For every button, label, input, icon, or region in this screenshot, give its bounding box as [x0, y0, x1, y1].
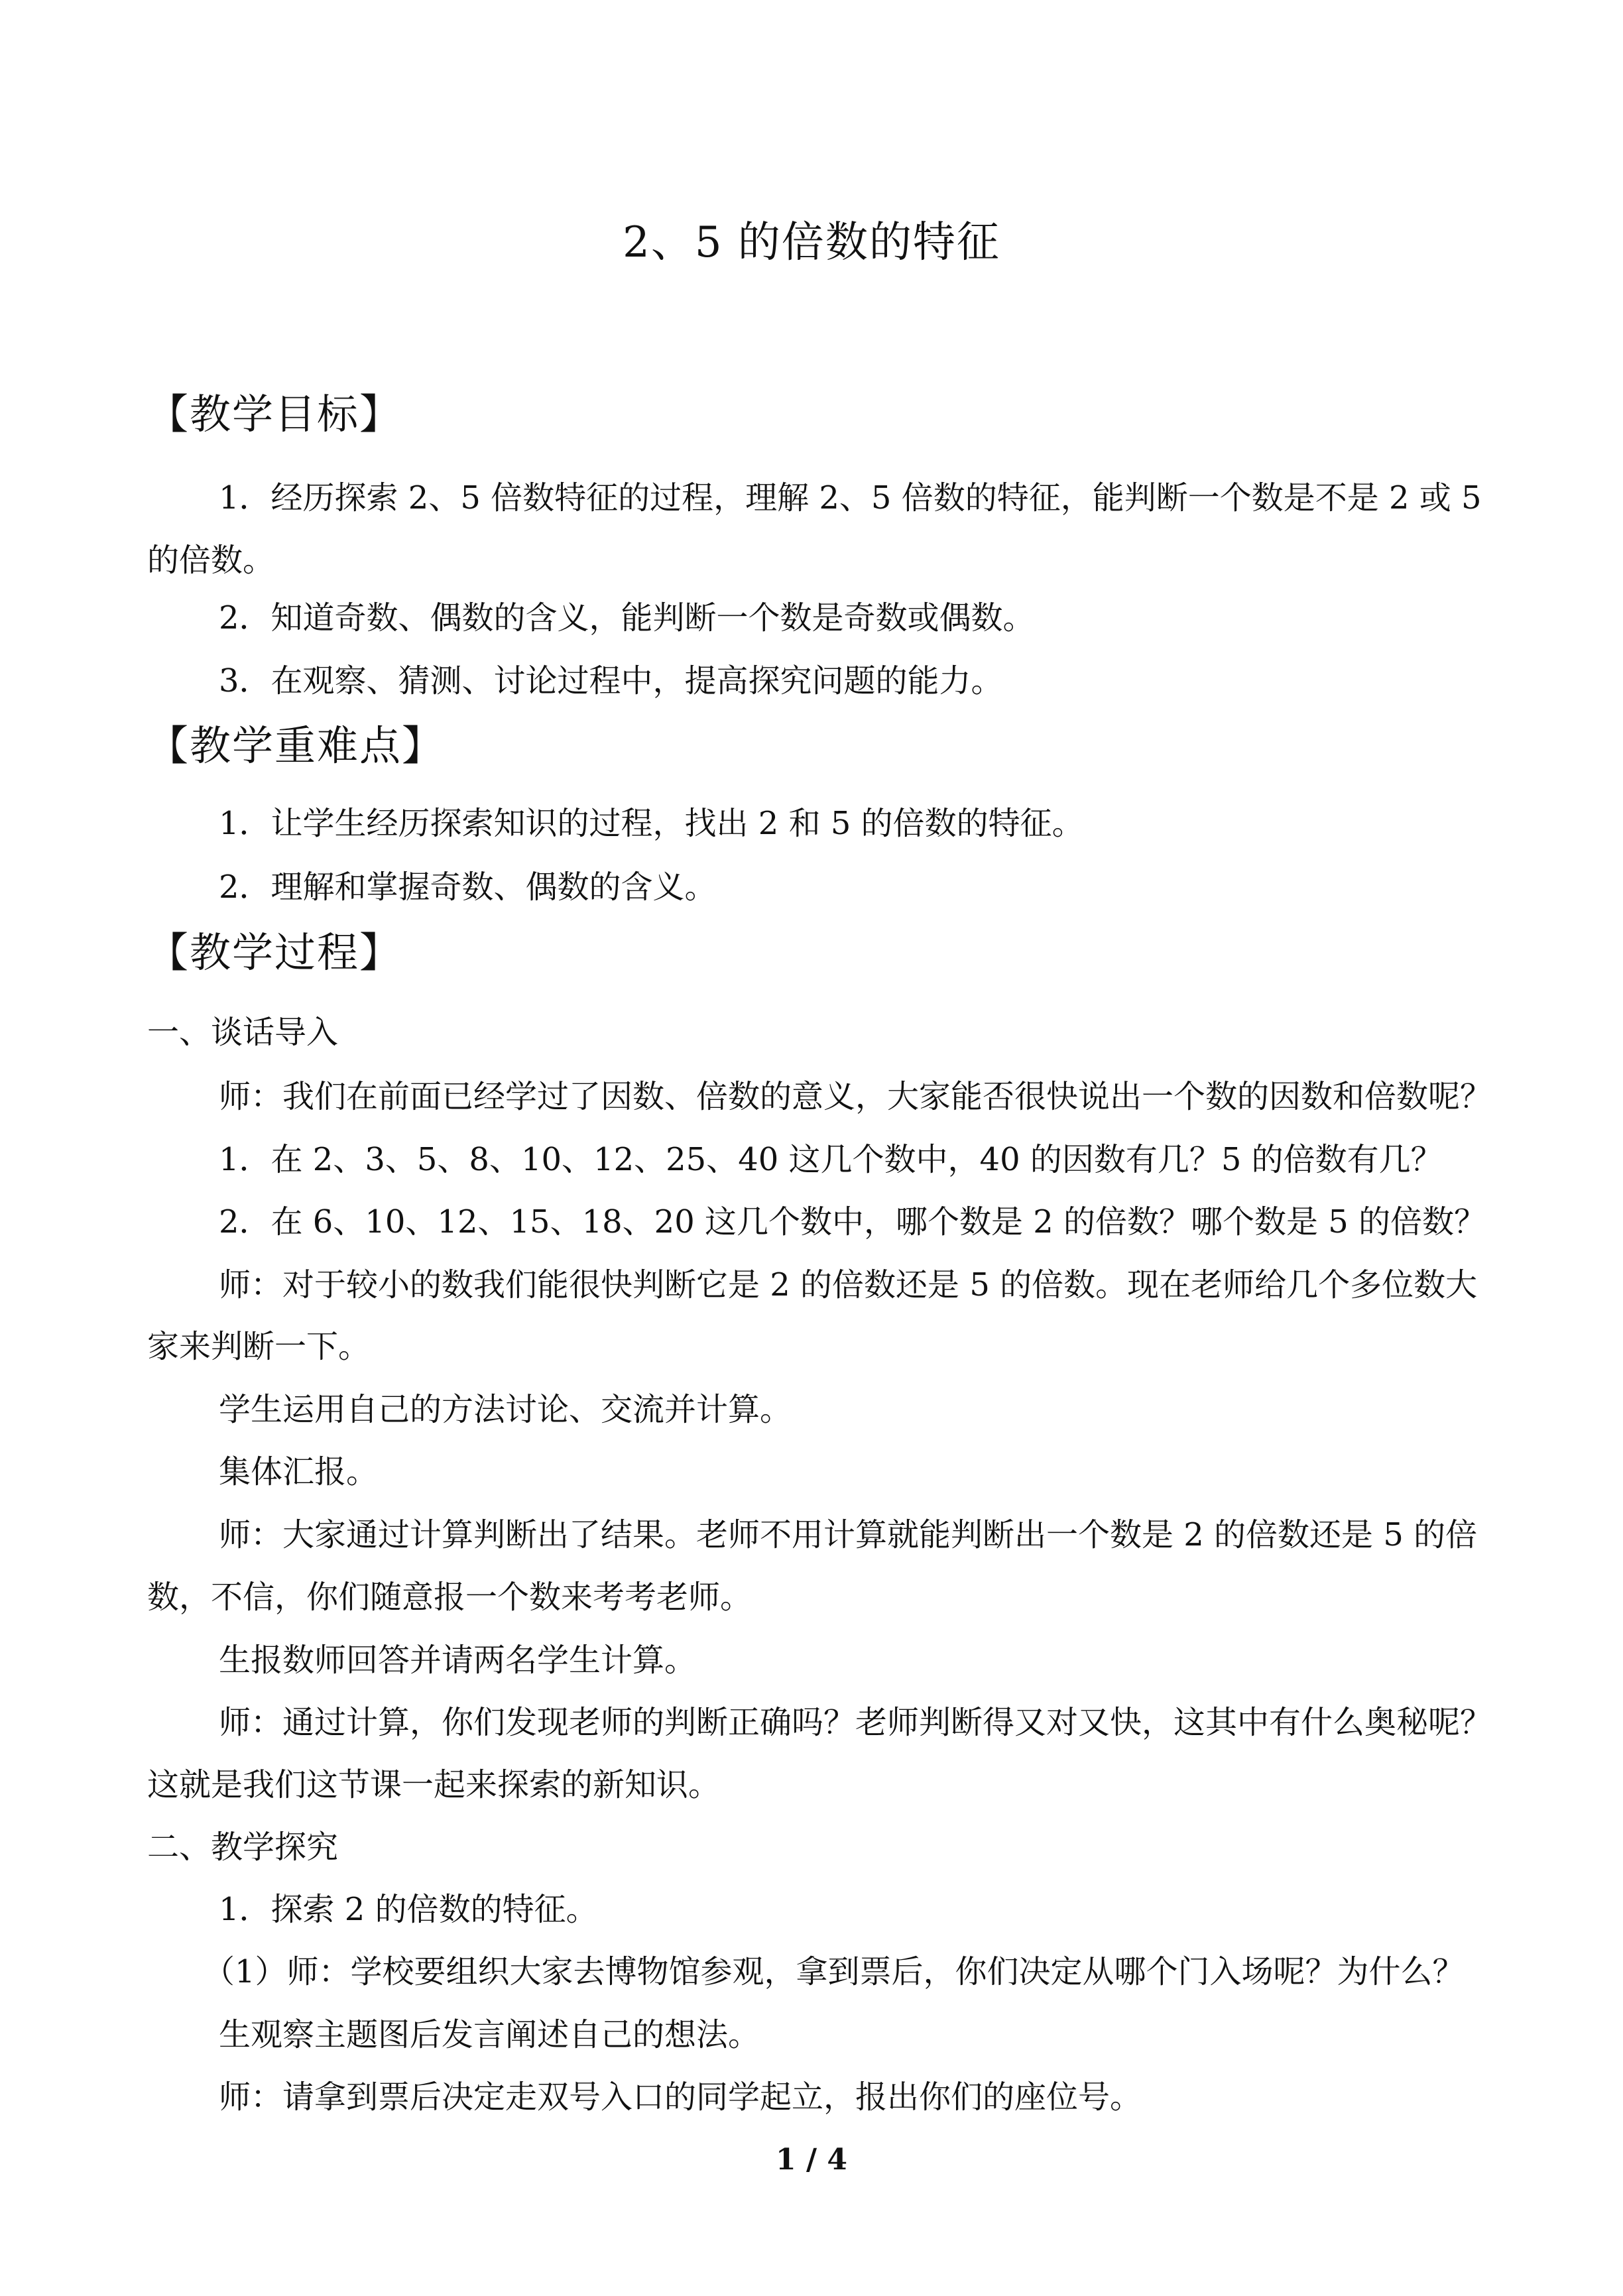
paragraph-6: 集体汇报。 [219, 1453, 379, 1490]
paragraph-1: 师：我们在前面已经学过了因数、倍数的意义，大家能否很快说出一个数的因数和倍数呢？ [219, 1078, 1492, 1115]
key-point-item-2: 2．理解和掌握奇数、偶数的含义。 [219, 869, 717, 906]
paragraph-8: 生报数师回答并请两名学生计算。 [219, 1642, 697, 1679]
paragraph-5: 学生运用自己的方法讨论、交流并计算。 [219, 1391, 792, 1428]
key-point-item-1: 1．让学生经历探索知识的过程，找出 2 和 5 的倍数的特征。 [219, 805, 1084, 842]
objective-item-1-line-1: 1．经历探索 2、5 倍数特征的过程，理解 2、5 倍数的特征，能判断一个数是不是 2 或 5 [219, 479, 1482, 516]
objective-item-2: 2．知道奇数、偶数的含义，能判断一个数是奇数或偶数。 [219, 599, 1035, 636]
paragraph-9-line-2: 这就是我们这节课一起来探索的新知识。 [147, 1766, 721, 1803]
objective-item-3: 3．在观察、猜测、讨论过程中，提高探究问题的能力。 [219, 662, 1003, 699]
paragraph-4-line-1: 师：对于较小的数我们能很快判断它是 2 的倍数还是 5 的倍数。现在老师给几个多位数大 [219, 1266, 1478, 1303]
process-heading: 【教学过程】 [147, 928, 402, 977]
document-title: 2、5 的倍数的特征 [623, 218, 1000, 267]
part-1-heading: 一、谈话导入 [147, 1014, 339, 1051]
paragraph-9-line-1: 师：通过计算，你们发现老师的判断正确吗？老师判断得又对又快，这其中有什么奥秘呢？ [219, 1704, 1492, 1741]
page-number: 1 / 4 [776, 2143, 847, 2177]
paragraph-2: 1．在 2、3、5、8、10、12、25、40 这几个数中，40 的因数有几？5 的倍数有几？ [219, 1141, 1443, 1178]
paragraph-7-line-2: 数，不信，你们随意报一个数来考考老师。 [147, 1579, 752, 1616]
paragraph-12: 生观察主题图后发言阐述自己的想法。 [219, 2016, 760, 2053]
paragraph-3: 2．在 6、10、12、15、18、20 这几个数中，哪个数是 2 的倍数？哪个数是 5 的倍数？ [219, 1203, 1486, 1240]
objective-item-1-line-2: 的倍数。 [147, 542, 275, 579]
paragraph-11: （1）师：学校要组织大家去博物馆参观，拿到票后，你们决定从哪个门入场呢？为什么？ [203, 1953, 1465, 1990]
paragraph-13: 师：请拿到票后决定走双号入口的同学起立，报出你们的座位号。 [219, 2079, 1142, 2116]
part-2-heading: 二、教学探究 [147, 1829, 339, 1866]
paragraph-7-line-1: 师：大家通过计算判断出了结果。老师不用计算就能判断出一个数是 2 的倍数还是 5 的倍 [219, 1516, 1478, 1553]
paragraph-10: 1．探索 2 的倍数的特征。 [219, 1891, 598, 1928]
paragraph-4-line-2: 家来判断一下。 [147, 1328, 371, 1365]
key-points-heading: 【教学重难点】 [147, 721, 445, 770]
objectives-heading: 【教学目标】 [147, 390, 402, 438]
